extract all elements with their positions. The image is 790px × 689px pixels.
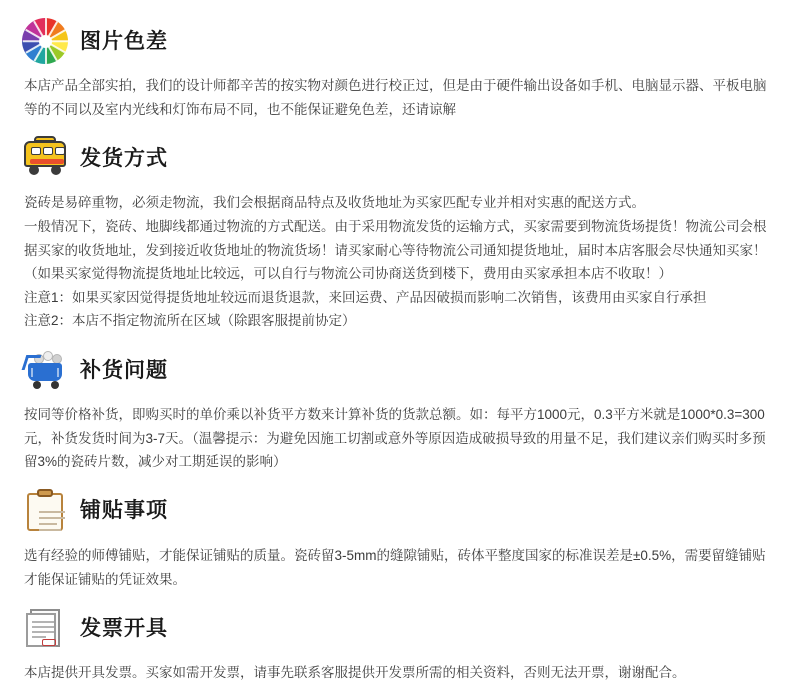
section-header: [22, 135, 768, 181]
truck-icon: [22, 135, 68, 181]
paragraph: 本店提供开具发票。买家如需开发票，请事先联系客服提供开发票所需的相关资料，否则无法开票，谢谢配合。: [24, 665, 686, 681]
clipboard-icon: [22, 488, 68, 534]
paragraph: 一般情况下，瓷砖、地脚线都通过物流的方式配送。由于采用物流发货的运输方式，买家需要到物流货场提货！物流公司会根据买家的收货地址，发到接近收货地址的物流货场！请买家耐心等待物流公司通知提货地址，届时本店客服会尽快通知买家！（如果买家觉得物流提货地址比较远，可以自行与物流公司协商送货到楼下，费用由买家承担本店不收取！）: [24, 218, 767, 282]
paragraph: 本店产品全部实拍，我们的设计师都辛苦的按实物对颜色进行校正过，但是由于硬件输出设备如手机、电脑显示器、平板电脑等的不同以及室内光线和灯饰布局不同，也不能保证避免色差，还请谅解: [24, 78, 767, 117]
section-body: [22, 191, 768, 333]
section-header: [22, 488, 768, 534]
paragraph: 注意2：本店不指定物流所在区域（除跟客服提前协定）: [24, 313, 356, 329]
section-body: [22, 544, 768, 591]
section-body: [22, 403, 768, 474]
section-header: [22, 605, 768, 651]
section-header: [22, 18, 768, 64]
section-title: 发货方式: [80, 146, 168, 170]
section-installation-notes: [22, 488, 768, 591]
paragraph: 瓷砖是易碎重物，必须走物流，我们会根据商品特点及收货地址为买家匹配专业并相对实惠的配送方式。: [24, 195, 645, 211]
section-body: [22, 661, 768, 685]
paragraph: 按同等价格补货，即购买时的单价乘以补货平方数来计算补货的货款总额。如：每平方1000元，0.3平方米就是1000*0.3=300元，补货发货时间为3-7天。（温馨提示：为避免因施工切割或意外等原因造成破损导致的用量不足，我们建议亲们购买时多预留3%的瓷砖片数，减少对工期延误的影响）: [24, 407, 766, 470]
section-shipping-method: [22, 135, 768, 333]
section-title: 图片色差: [80, 29, 168, 53]
section-body: [22, 74, 768, 121]
color-wheel-icon: [22, 18, 68, 64]
section-restock: [22, 347, 768, 474]
section-title: 铺贴事项: [80, 499, 168, 523]
section-title: 发票开具: [80, 616, 168, 640]
section-header: [22, 347, 768, 393]
paragraph: 注意1：如果买家因觉得提货地址较远而退货退款，来回运费、产品因破损而影响二次销售，该费用由买家自行承担: [24, 289, 707, 305]
paragraph: 选有经验的师傅铺贴，才能保证铺贴的质量。瓷砖留3-5mm的缝隙铺贴，砖体平整度国家的标准误差是±0.5%，需要留缝铺贴才能保证铺贴的凭证效果。: [24, 547, 766, 587]
section-invoice: [22, 605, 768, 685]
invoice-icon: [22, 605, 68, 651]
section-title: 补货问题: [80, 358, 168, 382]
section-color-difference: [22, 18, 768, 121]
shopping-cart-icon: [22, 347, 68, 393]
